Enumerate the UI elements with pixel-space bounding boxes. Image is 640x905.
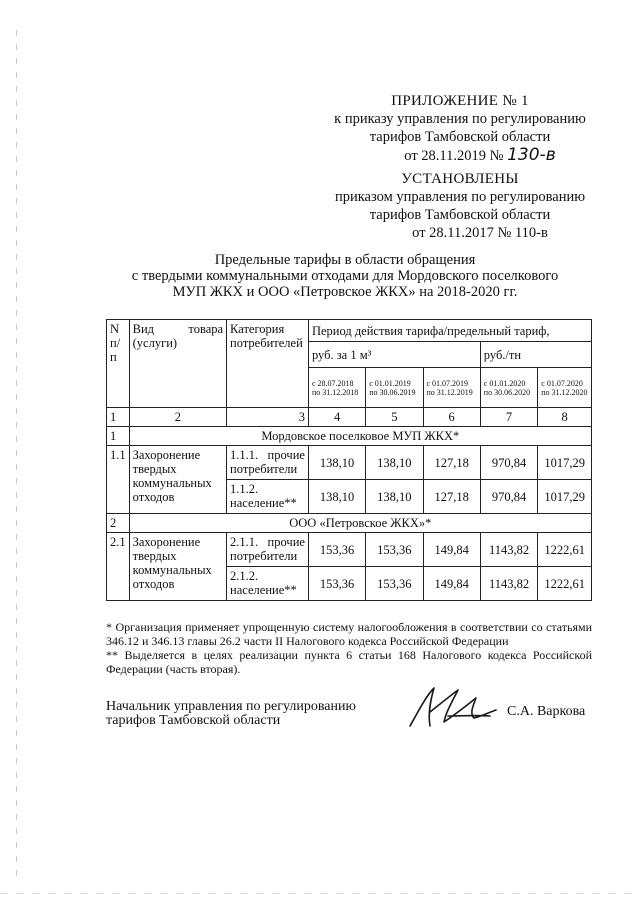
item-category: 2.1.1. прочие потребители — [227, 533, 309, 567]
appendix-line2: тарифов Тамбовской области — [369, 129, 551, 145]
appendix-block — [330, 92, 590, 165]
item-num: 1.1 — [107, 446, 130, 514]
signer-position — [106, 700, 356, 728]
org-row — [107, 427, 592, 446]
col-number: 8 — [538, 408, 592, 427]
org-num: 2 — [107, 514, 130, 533]
appendix-date: от 28.11.2019 № — [404, 148, 504, 164]
col-number: 4 — [308, 408, 365, 427]
handwritten-signature — [400, 682, 500, 732]
org-num: 1 — [107, 427, 130, 446]
approved-date-line: от 28.11.2017 № 110-в — [412, 225, 548, 241]
header-product: Вид товара (услуги) — [129, 320, 226, 408]
approved-block — [330, 170, 590, 242]
tariff-value: 153,36 — [366, 567, 423, 601]
col-number: 2 — [129, 408, 226, 427]
tariff-value: 138,10 — [308, 480, 365, 514]
org-row — [107, 514, 592, 533]
period-4: с 01.01.2020 по 30.06.2020 — [480, 368, 537, 408]
tariff-value: 127,18 — [423, 480, 480, 514]
period-1: с 28.07.2018 по 31.12.2018 — [308, 368, 365, 408]
signer-position-line2: тарифов Тамбовской области — [106, 713, 281, 728]
tariff-value: 153,36 — [308, 533, 365, 567]
title-line2: с твердыми коммунальными отходами для Мордовского поселкового — [131, 268, 559, 284]
tariff-value: 153,36 — [366, 533, 423, 567]
appendix-date-line — [330, 146, 590, 165]
col-number: 7 — [480, 408, 537, 427]
tariff-value: 1017,29 — [538, 480, 592, 514]
col-number: 6 — [423, 408, 480, 427]
col-number: 5 — [366, 408, 423, 427]
header-num: N п/п — [107, 320, 130, 408]
tariff-value: 127,18 — [423, 446, 480, 480]
tariff-table — [106, 319, 592, 601]
handwritten-order-number: 130-в — [507, 145, 556, 165]
header-unit-m3: руб. за 1 м³ — [308, 342, 480, 368]
scan-edge-artifact — [16, 30, 17, 880]
document-title — [110, 252, 580, 300]
item-num: 2.1 — [107, 533, 130, 601]
tariff-value: 153,36 — [308, 567, 365, 601]
item-product: Захоронение твердых коммунальных отходов — [129, 533, 226, 601]
tariff-value: 1017,29 — [538, 446, 592, 480]
title-line3: МУП ЖКХ и ООО «Петровское ЖКХ» на 2018-2020 гг. — [172, 284, 518, 300]
header-category: Категория потребителей — [227, 320, 309, 408]
header-unit-tn: руб./тн — [480, 342, 591, 368]
org-name: ООО «Петровское ЖКХ»* — [129, 514, 591, 533]
table-row — [107, 446, 592, 480]
tariff-value: 1222,61 — [538, 533, 592, 567]
tariff-value: 138,10 — [366, 480, 423, 514]
item-category: 1.1.2. население** — [227, 480, 309, 514]
table-row — [107, 533, 592, 567]
tariff-value: 138,10 — [366, 446, 423, 480]
header-row-1 — [107, 320, 592, 342]
signer-position-line1: Начальник управления по регулированию — [106, 699, 356, 714]
approved-heading: УСТАНОВЛЕНЫ — [401, 171, 519, 187]
signer-name: С.А. Варкова — [507, 704, 586, 719]
tariff-value: 1143,82 — [480, 533, 537, 567]
footnote-1: * Организация применяет упрощенную систему налогообложения в соответствии со статьями 346.12 и 346.13 главы 26.2 части II Налогового кодекса Российской Федерации — [106, 620, 592, 648]
title-line1: Предельные тарифы в области обращения — [214, 252, 476, 268]
item-category: 1.1.1. прочие потребители — [227, 446, 309, 480]
item-category: 2.1.2. население** — [227, 567, 309, 601]
header-period: Период действия тарифа/предельный тариф, — [308, 320, 591, 342]
appendix-heading: ПРИЛОЖЕНИЕ № 1 — [391, 93, 529, 109]
tariff-value: 138,10 — [308, 446, 365, 480]
scan-bottom-artifact — [0, 893, 640, 894]
approved-line1: приказом управления по регулированию — [334, 189, 586, 205]
appendix-line1: к приказу управления по регулированию — [334, 111, 586, 127]
tariff-value: 970,84 — [480, 446, 537, 480]
period-2: с 01.01.2019 по 30.06.2019 — [366, 368, 423, 408]
column-numbers-row — [107, 408, 592, 427]
tariff-value: 970,84 — [480, 480, 537, 514]
tariff-value: 1222,61 — [538, 567, 592, 601]
item-product: Захоронение твердых коммунальных отходов — [129, 446, 226, 514]
tariff-value: 149,84 — [423, 533, 480, 567]
col-number: 3 — [227, 408, 309, 427]
period-5: с 01.07.2020 по 31.12.2020 — [538, 368, 592, 408]
org-name: Мордовское поселковое МУП ЖКХ* — [129, 427, 591, 446]
col-number: 1 — [107, 408, 130, 427]
period-3: с 01.07.2019 по 31.12.2019 — [423, 368, 480, 408]
tariff-value: 149,84 — [423, 567, 480, 601]
footnotes — [106, 620, 592, 676]
approved-line2: тарифов Тамбовской области — [369, 207, 551, 223]
footnote-2: ** Выделяется в целях реализации пункта 6 статьи 168 Налогового кодекса Российской Федерации (часть вторая). — [106, 648, 592, 676]
tariff-value: 1143,82 — [480, 567, 537, 601]
